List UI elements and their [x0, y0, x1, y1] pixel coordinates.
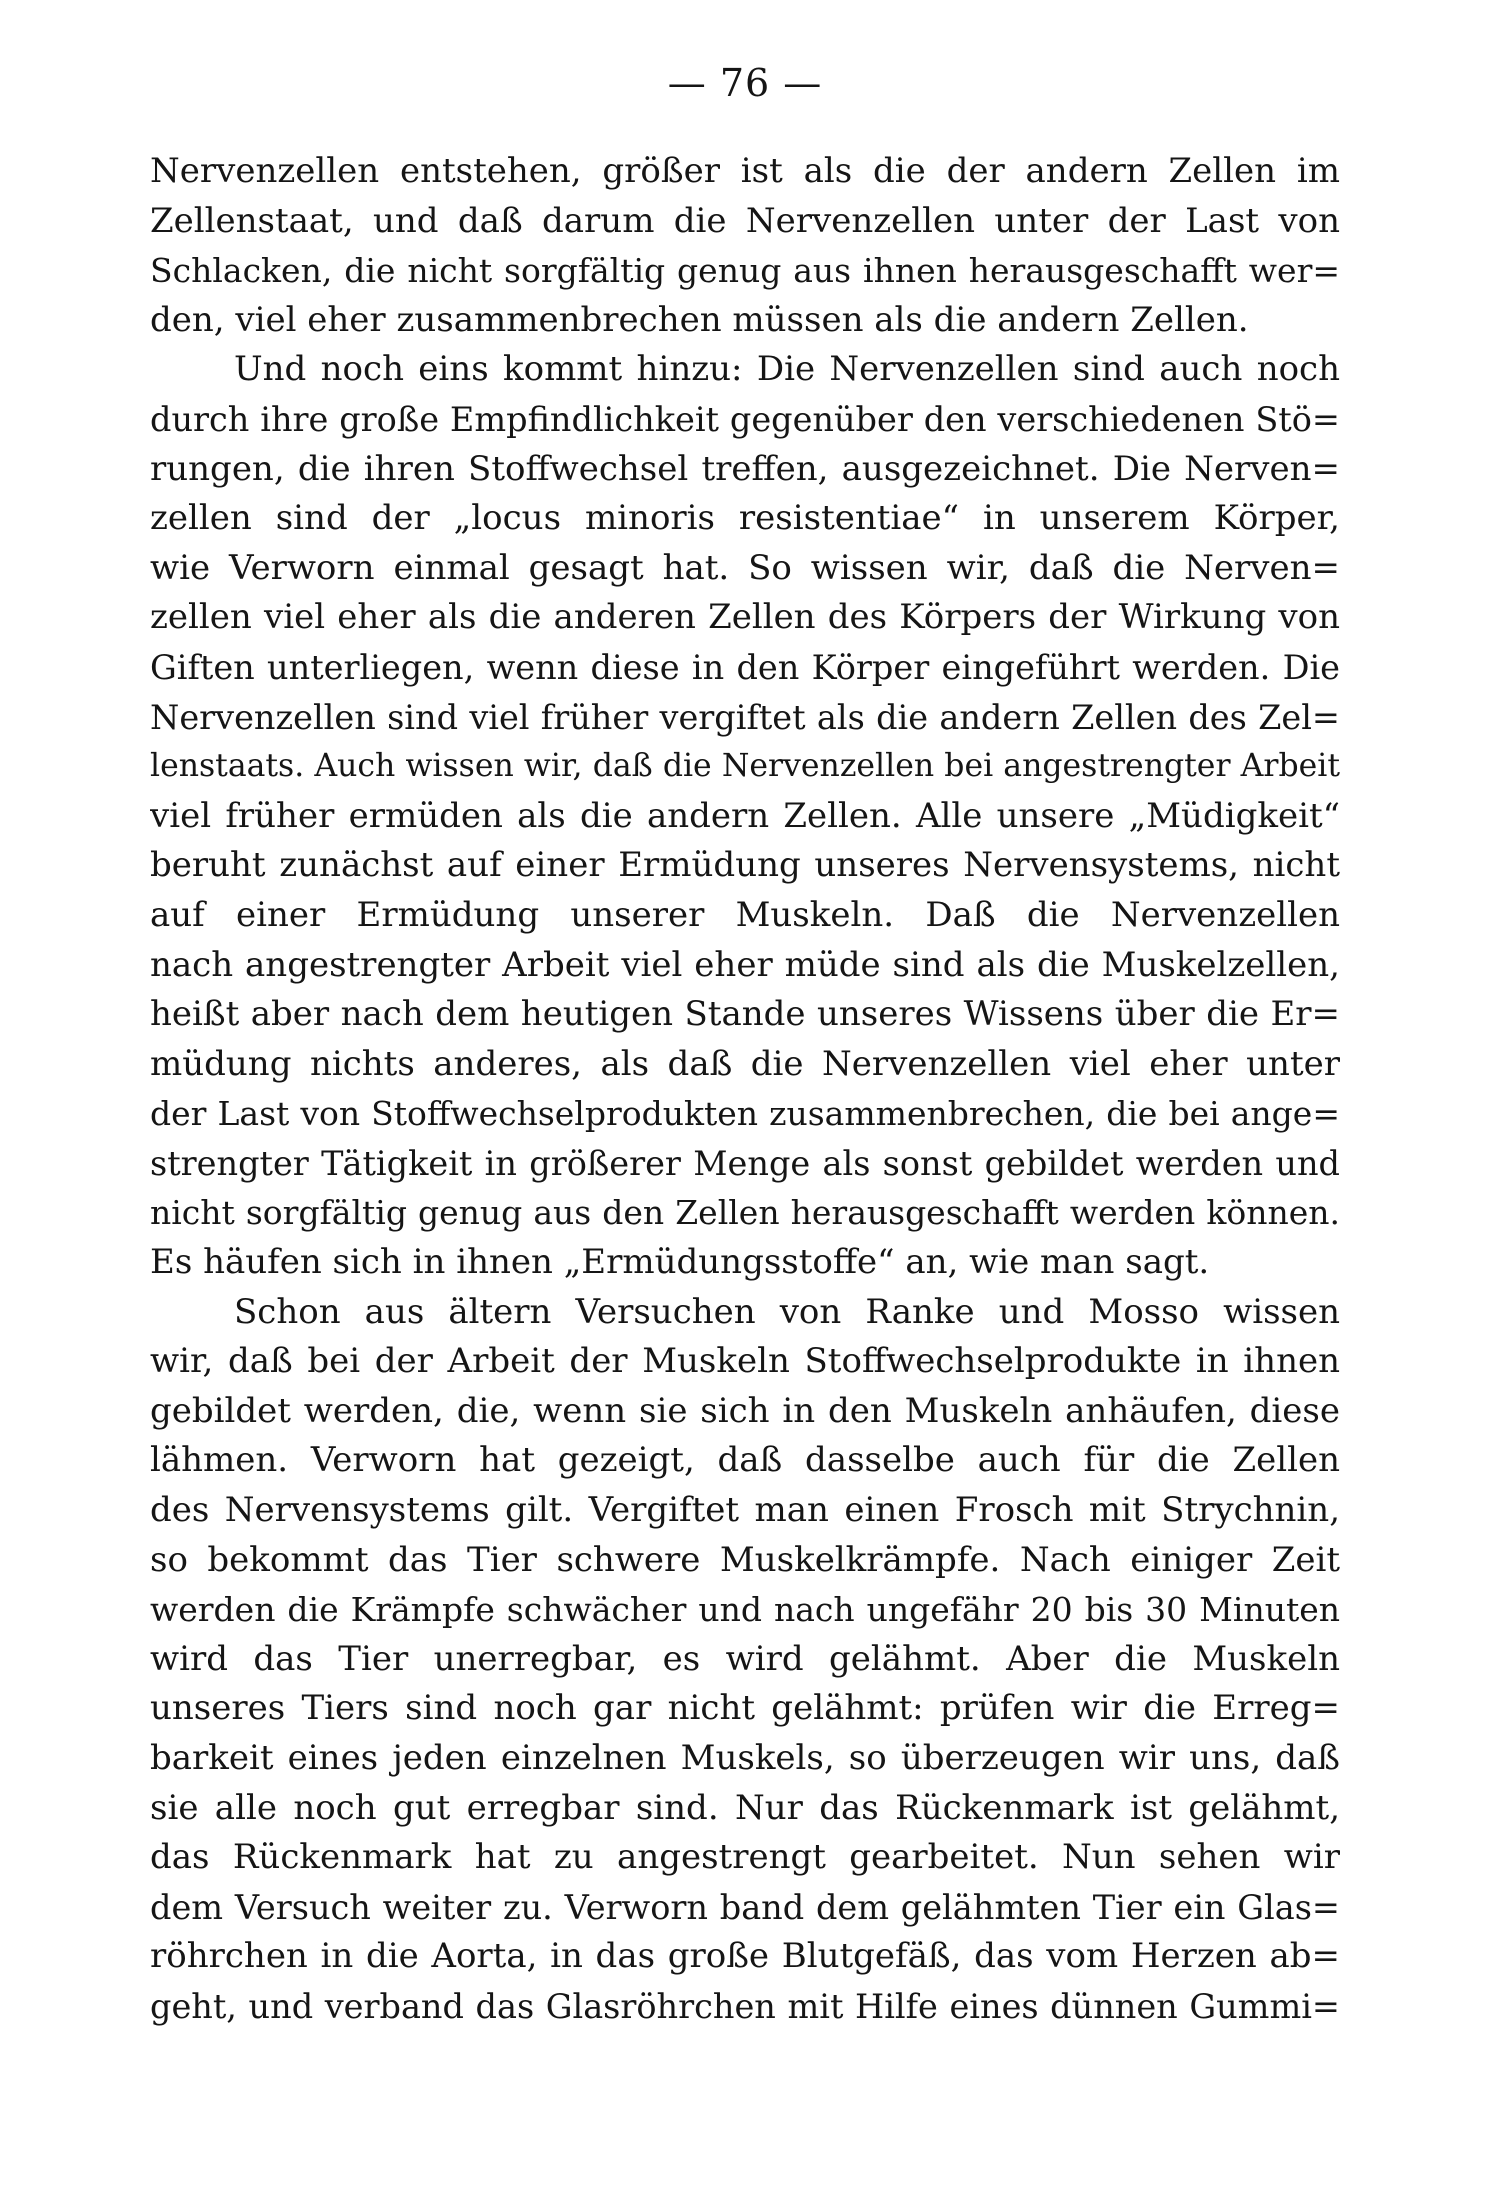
text-line: viel früher ermüden als die andern Zellen. Alle unsere „Müdigkeit“: [150, 795, 1340, 836]
text-line: Giften unterliegen, wenn diese in den Körper eingeführt werden. Die: [150, 647, 1340, 687]
text-line: wird das Tier unerregbar, es wird gelähmt. Aber die Muskeln: [150, 1638, 1340, 1679]
text-line: so bekommt das Tier schwere Muskelkrämpfe. Nach einiger Zeit: [150, 1539, 1340, 1580]
text-line: wie Verworn einmal gesagt hat. So wissen wir, daß die Nerven=: [150, 547, 1340, 588]
text-line: wir, daß bei der Arbeit der Muskeln Stoffwechselprodukte in ihnen: [150, 1341, 1340, 1382]
paragraph-start-line: Schon aus ältern Versuchen von Ranke und Mosso wissen: [234, 1291, 1340, 1332]
text-line: nicht sorgfältig genug aus den Zellen herausgeschafft werden können.: [150, 1193, 1340, 1233]
text-line: beruht zunächst auf einer Ermüdung unseres Nervensystems, nicht: [150, 845, 1340, 886]
text-line: rungen, die ihren Stoffwechsel treffen, ausgezeichnet. Die Nerven=: [150, 448, 1340, 489]
text-line: auf einer Ermüdung unserer Muskeln. Daß die Nervenzellen: [150, 894, 1340, 935]
text-line: müdung nichts anderes, als daß die Nervenzellen viel eher unter: [150, 1043, 1340, 1084]
text-line: Schlacken, die nicht sorgfältig genug aus ihnen herausgeschafft wer=: [150, 251, 1340, 291]
text-line: unseres Tiers sind noch gar nicht gelähmt: prüfen wir die Erreg=: [150, 1688, 1340, 1729]
text-line: Zellenstaat, und daß darum die Nervenzellen unter der Last von: [150, 200, 1340, 241]
paragraph-end-line: Es häufen sich in ihnen „Ermüdungsstoffe“ an, wie man sagt.: [150, 1242, 1210, 1283]
paragraph-start-line: Und noch eins kommt hinzu: Die Nervenzellen sind auch noch: [234, 349, 1340, 390]
text-line: des Nervensystems gilt. Vergiftet man einen Frosch mit Strychnin,: [150, 1490, 1340, 1531]
text-line: durch ihre große Empfindlichkeit gegenüber den verschiedenen Stö=: [150, 399, 1340, 439]
text-line: das Rückenmark hat zu angestrengt gearbeitet. Nun sehen wir: [150, 1837, 1340, 1878]
text-line: zellen sind der „locus minoris resistentiae“ in unserem Körper,: [150, 498, 1340, 539]
text-line: barkeit eines jeden einzelnen Muskels, so überzeugen wir uns, daß: [150, 1738, 1340, 1778]
text-line: zellen viel eher als die anderen Zellen des Körpers der Wirkung von: [150, 597, 1340, 638]
text-line: lähmen. Verworn hat gezeigt, daß dasselbe auch für die Zellen: [150, 1440, 1340, 1481]
page-number: — 76 —: [667, 61, 823, 105]
text-line: gebildet werden, die, wenn sie sich in den Muskeln anhäufen, diese: [150, 1390, 1340, 1431]
paragraph-end-line: den, viel eher zusammenbrechen müssen als die andern Zellen.: [150, 299, 1249, 340]
text-line: werden die Krämpfe schwächer und nach ungefähr 20 bis 30 Minuten: [150, 1590, 1340, 1630]
text-line: nach angestrengter Arbeit viel eher müde sind als die Muskelzellen,: [150, 944, 1340, 985]
text-line: sie alle noch gut erregbar sind. Nur das Rückenmark ist gelähmt,: [150, 1787, 1340, 1828]
text-line: lenstaats. Auch wissen wir, daß die Nervenzellen bei angestrengter Arbeit: [150, 748, 1340, 785]
text-line: Nervenzellen sind viel früher vergiftet als die andern Zellen des Zel=: [150, 697, 1340, 737]
text-line: heißt aber nach dem heutigen Stande unseres Wissens über die Er=: [150, 994, 1340, 1035]
text-line: dem Versuch weiter zu. Verworn band dem gelähmten Tier ein Glas=: [150, 1887, 1340, 1927]
text-line: röhrchen in die Aorta, in das große Blutgefäß, das vom Herzen ab=: [150, 1936, 1340, 1977]
text-line: geht, und verband das Glasröhrchen mit Hilfe eines dünnen Gummi=: [150, 1986, 1340, 2026]
text-line: der Last von Stoffwechselprodukten zusammenbrechen, die bei ange=: [150, 1094, 1340, 1134]
body-text: [150, 147, 1340, 2032]
text-line: Nervenzellen entstehen, größer ist als die der andern Zellen im: [150, 151, 1340, 191]
text-line: strengter Tätigkeit in größerer Menge als sonst gebildet werden und: [150, 1143, 1340, 1183]
